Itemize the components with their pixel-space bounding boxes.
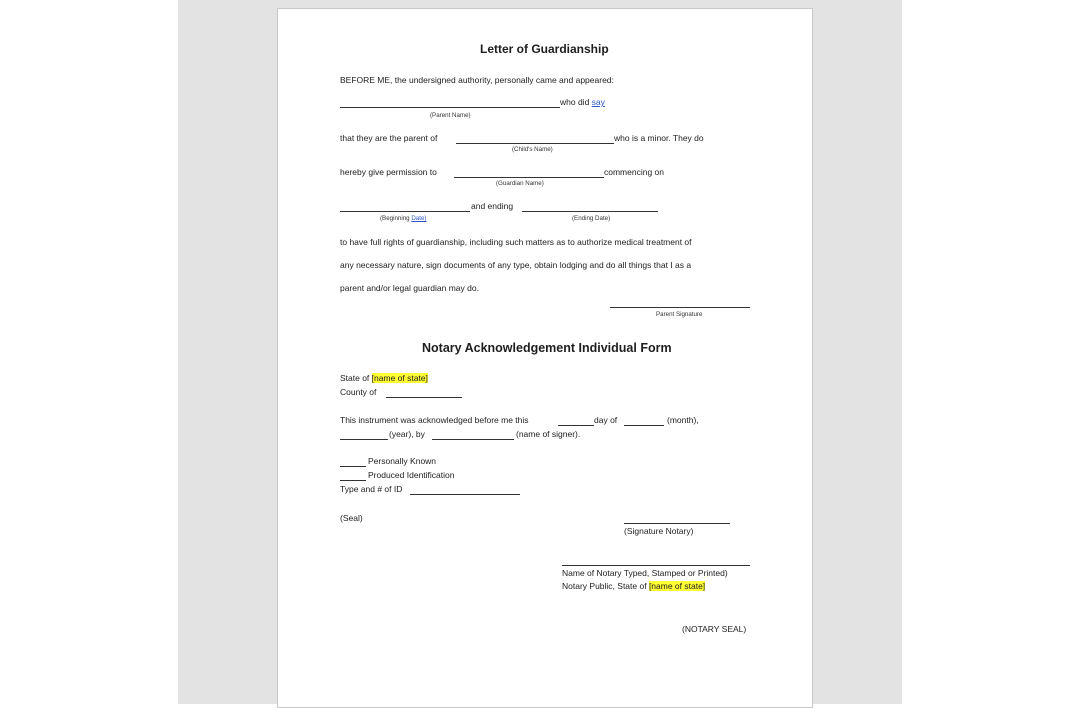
year-line [340,439,388,440]
day-of-label: day of [594,415,618,425]
body-line-1: to have full rights of guardianship, including such matters as to authorize medical treatment of [340,237,692,247]
beginning-date-caption [380,215,426,223]
child-name-line [456,143,614,144]
seal-label: (Seal) [340,513,363,523]
instrument-text: This instrument was acknowledged before me this [340,415,529,425]
personally-known-blank [340,466,366,467]
month-line [624,425,664,426]
say-word: say [591,97,605,107]
year-by-label: (year), by [389,429,425,439]
signature-notary-label: (Signature Notary) [624,526,694,536]
ending-date-caption: (Ending Date) [572,215,611,222]
who-did-label: who did [560,97,592,107]
who-did-say-text [560,97,605,107]
parent-signature-caption: Parent Signature [656,311,703,318]
notary-seal-label: (NOTARY SEAL) [682,624,747,634]
produced-id-label: Produced Identification [368,470,455,480]
county-of-label: County of [340,387,377,397]
type-of-id-label: Type and # of ID [340,484,403,494]
notary-title: Notary Acknowledgement Individual Form [422,341,672,355]
parent-name-line [340,107,560,108]
beginning-date-line [340,211,470,212]
document-page [277,8,813,708]
notary-public-label: Notary Public, State of [562,581,649,591]
signer-line [432,439,514,440]
ending-date-line [522,211,658,212]
guardian-name-line [454,177,604,178]
type-of-id-line [410,494,520,495]
produced-id-blank [340,480,366,481]
day-line [558,425,594,426]
parent-of-label: that they are the parent of [340,133,438,143]
parent-signature-line [610,307,750,308]
who-minor-label: who is a minor. They do [614,133,704,143]
personally-known-label: Personally Known [368,456,437,466]
letter-title: Letter of Guardianship [480,42,609,56]
notary-state-placeholder: [name of state] [648,581,706,591]
notary-name-line [562,565,750,566]
state-placeholder: [name of state] [371,373,428,383]
month-label: (month), [667,415,699,425]
signer-label: (name of signer). [516,429,581,439]
and-ending-label: and ending [471,201,514,211]
body-line-2: any necessary nature, sign documents of any type, obtain lodging and do all things that I as a [340,260,692,270]
permission-label: hereby give permission to [340,167,437,177]
commencing-label: commencing on [604,167,665,177]
beginning-date-caption-link: Date) [411,215,427,222]
body-line-3: parent and/or legal guardian may do. [340,283,479,293]
intro-line: BEFORE ME, the undersigned authority, personally came and appeared: [340,75,614,85]
signature-notary-line [624,523,730,524]
notary-name-label: Name of Notary Typed, Stamped or Printed) [562,568,728,578]
county-line [386,397,462,398]
notary-public-line [562,581,705,591]
beginning-date-caption-prefix: (Beginning [380,215,412,222]
state-of-label: State of [340,373,372,383]
guardian-name-caption: (Guardian Name) [496,180,544,187]
child-name-caption: (Child's Name) [512,146,553,153]
state-of-line [340,373,428,383]
parent-name-caption: (Parent Name) [430,112,471,119]
